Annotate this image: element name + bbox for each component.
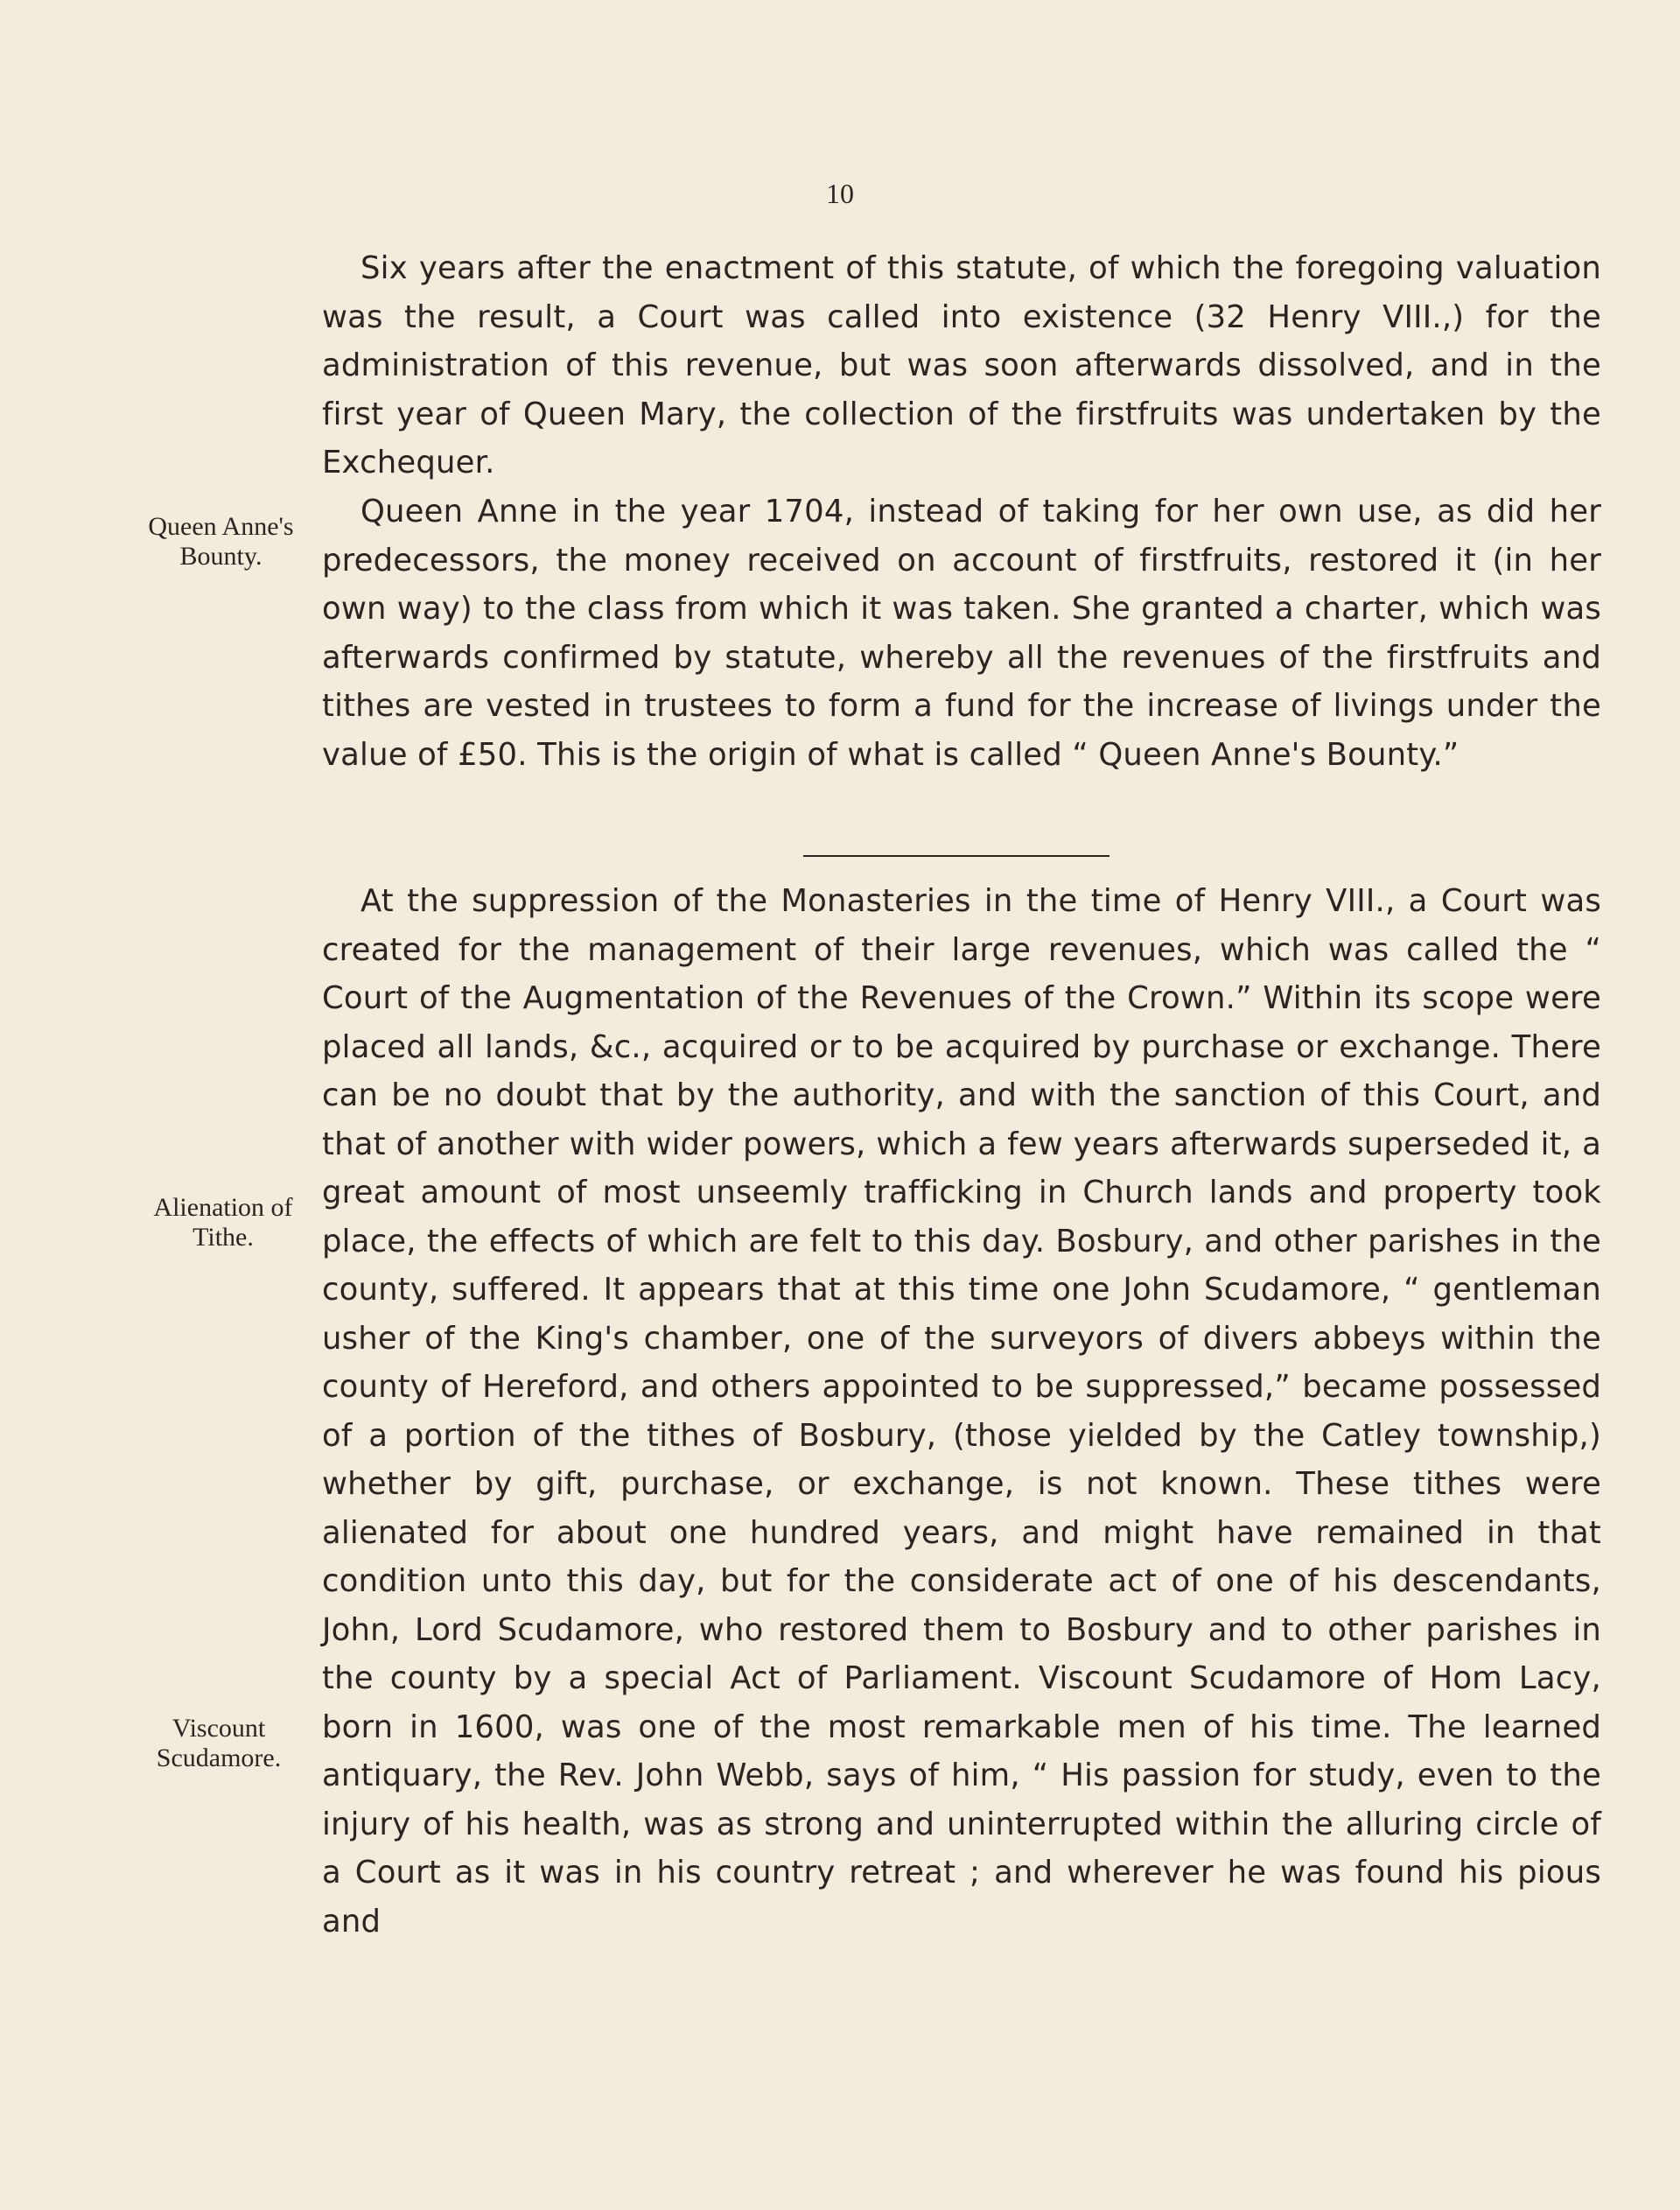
- side-note-queen-annes-bounty: Queen Anne's Bounty.: [148, 512, 294, 571]
- section-divider: [803, 855, 1110, 857]
- page-number: 10: [826, 178, 854, 209]
- paragraph-queen-anne: Queen Anne in the year 1704, instead of taking for her own use, as did her predecessors, the money received on account of firstfruits, restored it (in her own way) to the class from which it was taken. She granted a charter, which was afterwards confirmed by statute, whereby all the revenues of the firstfruits and tithes are vested in trustees to form a fund for the increase of livings under the value of £50. This is the origin of what is called “ Queen Anne's Bounty.”: [322, 494, 1601, 773]
- side-note-alienation-of-tithe: Alienation of Tithe.: [153, 1193, 293, 1252]
- paragraph-court-firstfruits: Six years after the enactment of this statute, of which the foregoing valuation was the result, a Court was called into existence (32 Henry VIII.,) for the administration of this revenue, but was soon afterwards dissolved, and in the first year of Queen Mary, the collection of the firstfruits was undertaken by the Exchequer.: [322, 250, 1601, 481]
- side-note-viscount-scudamore: Viscount Scudamore.: [156, 1714, 282, 1772]
- paragraph-monasteries: At the suppression of the Monasteries in the time of Henry VIII., a Court was created for the management of their large revenues, which was called the “ Court of the Augmentation of the Revenues of the Crown.” Within its scope were placed all lands, &c., acquired or to be acquired by purchase or exchange. There can be no doubt that by the authority, and with the sanction of this Court, and that of another with wider powers, which a few years afterwards superseded it, a great amount of most unseemly trafficking in Church lands and property took place, the effects of which are felt to this day. Bosbury, and other parishes in the county, suffered. It appears that at this time one John Scudamore, “ gentleman usher of the King's chamber, one of the surveyors of divers abbeys within the county of Hereford, and others appointed to be suppressed,” became possessed of a portion of the tithes of Bosbury, (those yielded by the Catley township,) whether by gift, purchase, or exchange, is not known. These tithes were alienated for about one hundred years, and might have remained in that condition unto this day, but for the considerate act of one of his descendants, John, Lord Scudamore, who restored them to Bosbury and to other parishes in the county by a special Act of Parliament. Viscount Scudamore of Hom Lacy, born in 1600, was one of the most remarkable men of his time. The learned antiquary, the Rev. John Webb, says of him, “ His passion for study, even to the injury of his health, was as strong and uninterrupted within the alluring circle of a Court as it was in his country retreat ; and wherever he was found his pious and: [322, 883, 1601, 1940]
